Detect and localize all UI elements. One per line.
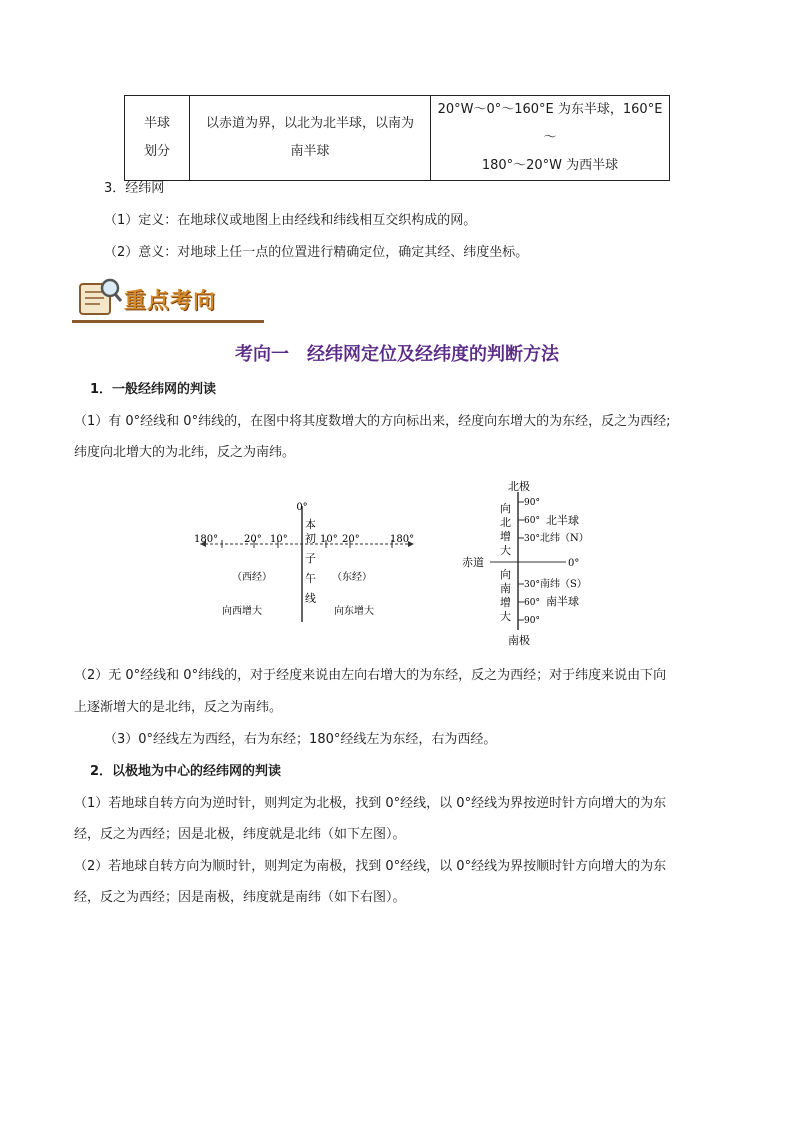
tick-label: 60° xyxy=(524,516,540,526)
south-inc-char: 大 xyxy=(500,610,511,623)
tick-label: 30° xyxy=(524,580,540,590)
tick-label: 20° xyxy=(342,534,360,545)
north-inc-char: 向 xyxy=(500,502,511,515)
banner-title: 重点考向 xyxy=(124,288,217,314)
tick-label: 30° xyxy=(524,534,540,544)
paragraph: （3）0°经线左为西经，右为东经；180°经线左为东经，右为西经。 xyxy=(104,732,497,747)
paragraph: （2）无 0°经线和 0°纬线的，对于经度来说由左向右增大的为东经，反之为西经；对于纬度来说由下向 xyxy=(74,668,667,683)
section-heading: 3．经纬网 xyxy=(104,181,165,196)
tick-label: 10° xyxy=(320,534,338,545)
meridian-char: 午 xyxy=(305,572,316,585)
table-row-header xyxy=(125,96,190,181)
west-label: （西经） xyxy=(232,572,272,583)
notebook-magnifier-icon xyxy=(74,276,124,320)
south-inc-char: 增 xyxy=(500,596,511,609)
cell-text: 以赤道为界，以北为北半球，以南为 xyxy=(205,116,414,131)
longitude-diagram xyxy=(192,498,422,624)
meridian-char: 本 xyxy=(305,518,316,531)
row-head-2: 划分 xyxy=(143,144,170,159)
tick-label: 90° xyxy=(524,616,540,626)
hemisphere-table xyxy=(124,95,670,181)
cell-text: 20°W～0°～160°E 为东半球，160°E～ xyxy=(437,102,663,145)
north-inc-char: 大 xyxy=(500,544,511,557)
north-inc-char: 增 xyxy=(500,530,511,543)
cell-text: 180°～20°W 为西半球 xyxy=(481,158,619,173)
north-inc-char: 北 xyxy=(500,516,511,529)
cell-text: 南半球 xyxy=(290,144,330,159)
tick-label: 90° xyxy=(524,498,540,508)
paragraph: （1）定义：在地球仪或地图上由经线和纬线相互交织构成的网。 xyxy=(104,213,477,228)
banner-underline xyxy=(72,320,264,323)
row-head-1: 半球 xyxy=(143,116,170,131)
meridian-char: 初 xyxy=(305,532,316,545)
table-cell-latitude xyxy=(190,96,431,181)
tick-label: 10° xyxy=(270,534,288,545)
paragraph: （2）若地球自转方向为顺时针，则判定为南极，找到 0°经线，以 0°经线为界按顺时针方向增大的为东 xyxy=(74,859,667,874)
north-latitude-label: 北纬（N） xyxy=(540,533,589,544)
latitude-diagram xyxy=(458,474,608,650)
south-inc-char: 向 xyxy=(500,568,511,581)
page-title: 考向一 经纬网定位及经纬度的判断方法 xyxy=(235,344,559,365)
zero-label: 0° xyxy=(296,502,308,513)
paragraph: （1）有 0°经线和 0°纬线的，在图中将其度数增大的方向标出来，经度向东增大的为东经，反之为西经; xyxy=(74,414,671,429)
paragraph: 经，反之为西经；因是北极，纬度就是北纬（如下左图）。 xyxy=(74,827,406,842)
meridian-char: 线 xyxy=(305,592,316,605)
south-pole-label: 南极 xyxy=(508,634,530,647)
tick-label: 60° xyxy=(524,598,540,608)
paragraph: （1）若地球自转方向为逆时针，则判定为北极，找到 0°经线，以 0°经线为界按逆时针方向增大的为东 xyxy=(74,796,667,811)
west-increase-label: 向西增大 xyxy=(222,606,262,617)
east-increase-label: 向东增大 xyxy=(334,606,374,617)
section-heading: 1．一般经纬网的判读 xyxy=(90,382,217,397)
north-hemisphere-label: 北半球 xyxy=(546,514,579,527)
meridian-char: 子 xyxy=(305,552,316,565)
south-latitude-label: 南纬（S） xyxy=(540,579,587,590)
paragraph: 纬度向北增大的为北纬，反之为南纬。 xyxy=(74,445,296,460)
equator-label: 赤道 xyxy=(462,556,484,569)
tick-label: 20° xyxy=(244,534,262,545)
zero-label: 0° xyxy=(568,558,580,569)
section-heading: 2．以极地为中心的经纬网的判读 xyxy=(90,764,282,779)
tick-label: 180° xyxy=(194,534,219,545)
paragraph: （2）意义：对地球上任一点的位置进行精确定位，确定其经、纬度坐标。 xyxy=(104,245,529,260)
tick-label: 180° xyxy=(390,534,415,545)
paragraph: 经，反之为西经；因是南极，纬度就是南纬（如下右图）。 xyxy=(74,890,406,905)
paragraph: 上逐渐增大的是北纬，反之为南纬。 xyxy=(74,700,283,715)
table-cell-longitude xyxy=(431,96,670,181)
south-hemisphere-label: 南半球 xyxy=(546,595,579,608)
east-label: （东经） xyxy=(332,572,372,583)
south-inc-char: 南 xyxy=(500,582,511,595)
north-pole-label: 北极 xyxy=(508,480,530,493)
